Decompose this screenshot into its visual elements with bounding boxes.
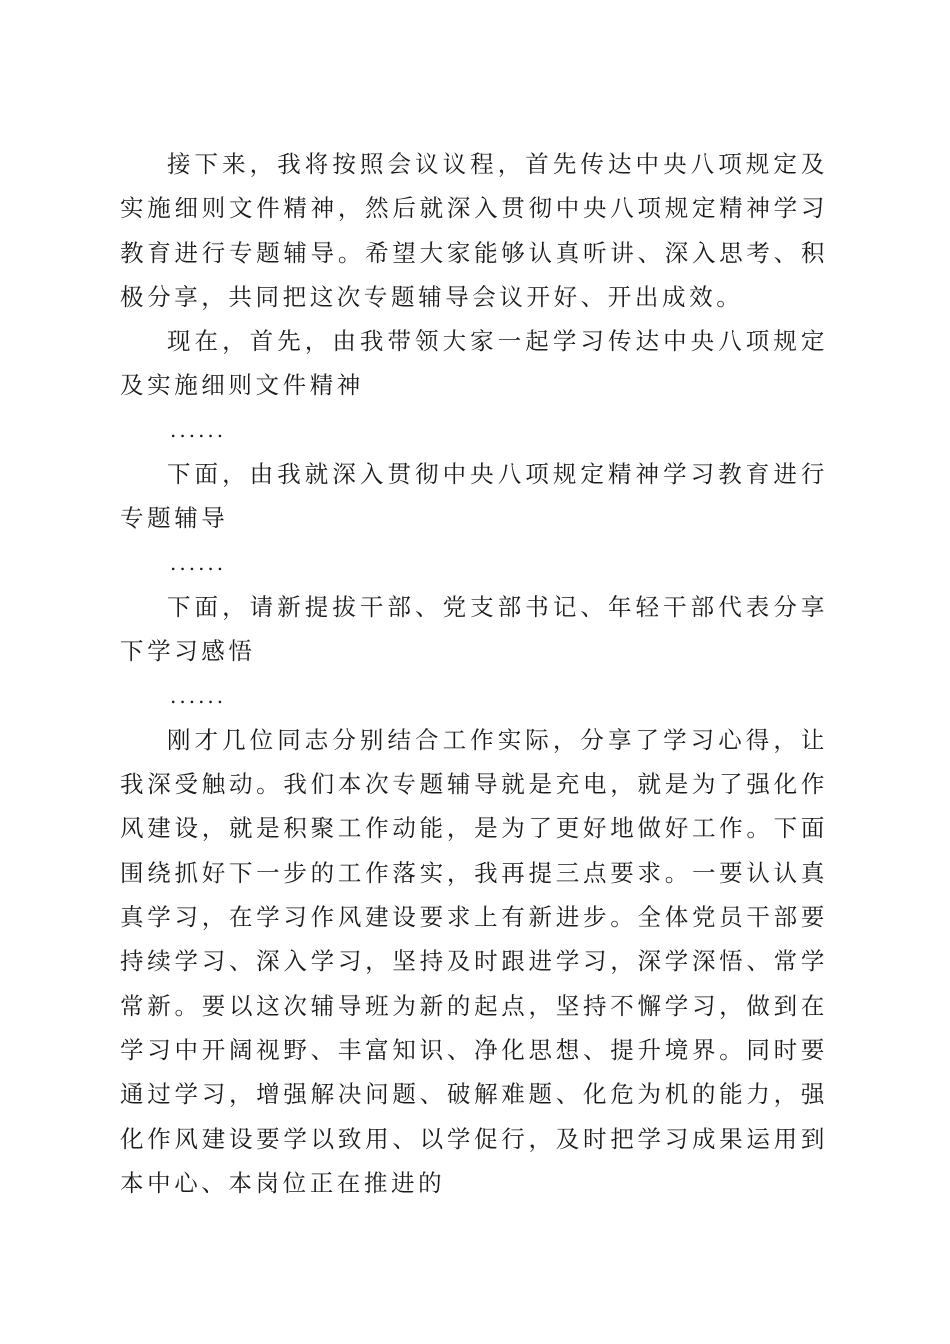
ellipsis-marker: ...... bbox=[170, 550, 227, 575]
document-body bbox=[120, 142, 828, 1205]
ellipsis-marker: ...... bbox=[170, 417, 227, 442]
paragraph-closing-requirements: 刚才几位同志分别结合工作实际，分享了学习心得，让我深受触动。我们本次专题辅导就是充电，就是为了强化作风建设，就是积聚工作动能，是为了更好地做好工作。下面围绕抓好下一步的工作落实，我再提三点要求。一要认认真真学习，在学习作风建设要求上有新进步。全体党员干部要持续学习、深入学习，坚持及时跟进学习，深学深悟、常学常新。要以这次辅导班为新的起点，坚持不懈学习，做到在学习中开阔视野、丰富知识、净化思想、提升境界。同时要通过学习，增强解决问题、破解难题、化危为机的能力，强化作风建设要学以致用、以学促行，及时把学习成果运用到本中心、本岗位正在推进的 bbox=[120, 725, 828, 1197]
paragraph-agenda-intro: 接下来，我将按照会议议程，首先传达中央八项规定及实施细则文件精神，然后就深入贯彻中央八项规定精神学习教育进行专题辅导。希望大家能够认真听讲、深入思考、积极分享，共同把这次专题辅导会议开好、开出成效。 bbox=[120, 150, 828, 311]
paragraph-third-item: 下面，请新提拔干部、党支部书记、年轻干部代表分享下学习感悟 bbox=[120, 592, 828, 666]
paragraph-first-item: 现在，首先，由我带领大家一起学习传达中央八项规定及实施细则文件精神 bbox=[120, 327, 828, 400]
ellipsis-marker: ...... bbox=[170, 683, 227, 708]
paragraph-second-item: 下面，由我就深入贯彻中央八项规定精神学习教育进行专题辅导 bbox=[120, 460, 828, 533]
